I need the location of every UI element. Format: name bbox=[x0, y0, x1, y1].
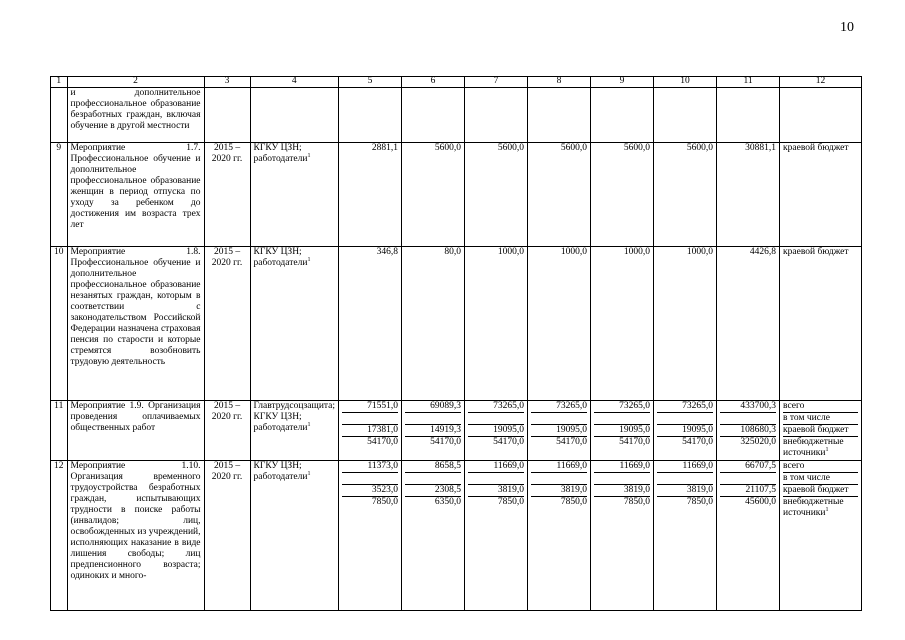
funding-value: 19095,0 bbox=[594, 425, 650, 437]
column-number-10: 10 bbox=[654, 77, 717, 88]
funding-source-line: всего bbox=[783, 461, 858, 473]
executor bbox=[250, 88, 339, 143]
funding-value: 21107,5 bbox=[720, 485, 776, 497]
column-number-8: 8 bbox=[528, 77, 591, 88]
table-row bbox=[51, 247, 862, 401]
funding-value bbox=[405, 413, 461, 425]
funding-value bbox=[720, 413, 776, 425]
funding-value bbox=[657, 473, 713, 485]
funding-value: 54170,0 bbox=[619, 437, 651, 447]
funding-value bbox=[342, 413, 398, 425]
funding-year-3: 1000,0 bbox=[465, 247, 528, 401]
funding-value: 45600,0 bbox=[745, 497, 777, 507]
funding-year-3 bbox=[465, 88, 528, 143]
funding-source-line: внебюджетные источники$^1$ bbox=[783, 497, 844, 518]
funding-value: 433700,3 bbox=[720, 401, 776, 413]
funding-value: 54170,0 bbox=[556, 437, 588, 447]
funding-year-6 bbox=[654, 401, 717, 461]
funding-value: 2308,5 bbox=[405, 485, 461, 497]
column-number-3: 3 bbox=[204, 77, 250, 88]
funding-year-2 bbox=[402, 401, 465, 461]
funding-value bbox=[468, 473, 524, 485]
executor: КГКУ ЦЗН; работодатели$^1$ bbox=[250, 247, 339, 401]
implementation-period: 2015 – 2020 гг. bbox=[204, 461, 250, 611]
funding-year-7: 30881,1 bbox=[717, 143, 780, 247]
row-number: 10 bbox=[51, 247, 68, 401]
implementation-period: 2015 – 2020 гг. bbox=[204, 401, 250, 461]
activity-description: Мероприятие 1.7. Профессиональное обучение и дополнительное профессиональное образование женщин в период отпуска по уходу за ребенком до достижения им возраста трех лет bbox=[67, 143, 204, 247]
funding-value: 54170,0 bbox=[367, 437, 399, 447]
funding-value: 3523,0 bbox=[342, 485, 398, 497]
funding-year-6: 1000,0 bbox=[654, 247, 717, 401]
funding-year-4: 5600,0 bbox=[528, 143, 591, 247]
funding-value: 7850,0 bbox=[497, 497, 525, 507]
column-number-12: 12 bbox=[780, 77, 862, 88]
funding-value bbox=[594, 413, 650, 425]
funding-value: 3819,0 bbox=[594, 485, 650, 497]
activity-description: и дополнительное профессиональное образование безработных граждан, включая обучение в другой местности bbox=[67, 88, 204, 143]
funding-year-1: 2881,1 bbox=[339, 143, 402, 247]
funding-value: 73265,0 bbox=[594, 401, 650, 413]
funding-value: 11373,0 bbox=[342, 461, 398, 473]
table-row bbox=[51, 143, 862, 247]
funding-value: 73265,0 bbox=[468, 401, 524, 413]
funding-source-line: краевой бюджет bbox=[783, 485, 858, 497]
funding-source: краевой бюджет bbox=[780, 143, 862, 247]
funding-year-1 bbox=[339, 88, 402, 143]
funding-value: 11669,0 bbox=[594, 461, 650, 473]
funding-value: 7850,0 bbox=[371, 497, 399, 507]
funding-value: 71551,0 bbox=[342, 401, 398, 413]
row-number: 12 bbox=[51, 461, 68, 611]
activity-description: Мероприятие 1.10. Организация временного трудоустройства безработных граждан, испытывающих трудности в поиске работы (инвалидов; лиц, освобожденных из учреждений, исполняющих наказание в виде лишения свободы; лиц предпенсионного возраста; одиноких и много- bbox=[67, 461, 204, 611]
column-number-11: 11 bbox=[717, 77, 780, 88]
implementation-period bbox=[204, 88, 250, 143]
funding-value: 19095,0 bbox=[657, 425, 713, 437]
funding-value: 17381,0 bbox=[342, 425, 398, 437]
funding-year-2 bbox=[402, 461, 465, 611]
funding-value: 3819,0 bbox=[657, 485, 713, 497]
column-number-7: 7 bbox=[465, 77, 528, 88]
funding-value: 6350,0 bbox=[434, 497, 462, 507]
column-number-1: 1 bbox=[51, 77, 68, 88]
funding-value bbox=[405, 473, 461, 485]
column-number-4: 4 bbox=[250, 77, 339, 88]
funding-value: 54170,0 bbox=[682, 437, 714, 447]
executor: КГКУ ЦЗН; работодатели$^1$ bbox=[250, 461, 339, 611]
funding-value: 7850,0 bbox=[560, 497, 588, 507]
table-row bbox=[51, 461, 862, 611]
funding-source bbox=[780, 461, 862, 611]
funding-year-6: 5600,0 bbox=[654, 143, 717, 247]
funding-year-2: 80,0 bbox=[402, 247, 465, 401]
funding-value bbox=[720, 473, 776, 485]
funding-value: 73265,0 bbox=[531, 401, 587, 413]
footnote-marker: 1 bbox=[307, 256, 311, 263]
row-number: 11 bbox=[51, 401, 68, 461]
footnote-marker: 1 bbox=[307, 152, 311, 159]
column-number-2: 2 bbox=[67, 77, 204, 88]
funding-value: 69089,3 bbox=[405, 401, 461, 413]
funding-year-7 bbox=[717, 461, 780, 611]
funding-value: 108680,3 bbox=[720, 425, 776, 437]
funding-value bbox=[531, 413, 587, 425]
funding-value: 3819,0 bbox=[531, 485, 587, 497]
funding-year-3 bbox=[465, 401, 528, 461]
row-number bbox=[51, 88, 68, 143]
funding-year-7 bbox=[717, 88, 780, 143]
footnote-marker: 1 bbox=[825, 446, 829, 453]
funding-source bbox=[780, 401, 862, 461]
funding-year-7 bbox=[717, 401, 780, 461]
funding-year-5: 5600,0 bbox=[591, 143, 654, 247]
funding-value bbox=[468, 413, 524, 425]
funding-value: 8658,5 bbox=[405, 461, 461, 473]
funding-value: 14919,3 bbox=[405, 425, 461, 437]
column-number-5: 5 bbox=[339, 77, 402, 88]
implementation-period: 2015 – 2020 гг. bbox=[204, 143, 250, 247]
funding-year-5 bbox=[591, 88, 654, 143]
funding-source-line: в том числе bbox=[783, 473, 858, 485]
funding-source-line: внебюджетные источники$^1$ bbox=[783, 437, 844, 458]
funding-value: 7850,0 bbox=[623, 497, 651, 507]
column-number-6: 6 bbox=[402, 77, 465, 88]
funding-year-5 bbox=[591, 401, 654, 461]
funding-value: 11669,0 bbox=[531, 461, 587, 473]
funding-value: 19095,0 bbox=[468, 425, 524, 437]
footnote-marker: 1 bbox=[825, 506, 829, 513]
funding-year-7: 4426,8 bbox=[717, 247, 780, 401]
funding-value: 325020,0 bbox=[740, 437, 777, 447]
funding-year-3: 5600,0 bbox=[465, 143, 528, 247]
funding-year-4 bbox=[528, 401, 591, 461]
funding-source: краевой бюджет bbox=[780, 247, 862, 401]
column-number-9: 9 bbox=[591, 77, 654, 88]
row-number: 9 bbox=[51, 143, 68, 247]
footnote-marker: 1 bbox=[307, 470, 311, 477]
funding-year-2 bbox=[402, 88, 465, 143]
funding-year-4 bbox=[528, 461, 591, 611]
funding-year-2: 5600,0 bbox=[402, 143, 465, 247]
funding-value: 54170,0 bbox=[493, 437, 525, 447]
funding-value: 7850,0 bbox=[686, 497, 714, 507]
executor: Главтрудсоцзащита; КГКУ ЦЗН; работодатели$^1$ bbox=[250, 401, 339, 461]
funding-year-4: 1000,0 bbox=[528, 247, 591, 401]
implementation-period: 2015 – 2020 гг. bbox=[204, 247, 250, 401]
funding-value bbox=[594, 473, 650, 485]
funding-year-6 bbox=[654, 461, 717, 611]
table-row bbox=[51, 401, 862, 461]
footnote-marker: 1 bbox=[307, 421, 311, 428]
header-row bbox=[51, 77, 862, 88]
funding-value bbox=[531, 473, 587, 485]
funding-value: 54170,0 bbox=[430, 437, 462, 447]
executor: КГКУ ЦЗН; работодатели$^1$ bbox=[250, 143, 339, 247]
funding-value bbox=[657, 413, 713, 425]
funding-year-1: 346,8 bbox=[339, 247, 402, 401]
program-activities-table bbox=[50, 76, 862, 611]
funding-value bbox=[342, 473, 398, 485]
funding-source bbox=[780, 88, 862, 143]
funding-value: 11669,0 bbox=[657, 461, 713, 473]
page-number: 10 bbox=[840, 20, 854, 35]
funding-year-4 bbox=[528, 88, 591, 143]
funding-value: 3819,0 bbox=[468, 485, 524, 497]
funding-source-line: всего bbox=[783, 401, 858, 413]
funding-source-line: краевой бюджет bbox=[783, 425, 858, 437]
funding-source-line: в том числе bbox=[783, 413, 858, 425]
funding-year-5 bbox=[591, 461, 654, 611]
funding-year-1 bbox=[339, 401, 402, 461]
funding-value: 19095,0 bbox=[531, 425, 587, 437]
funding-year-1 bbox=[339, 461, 402, 611]
activity-description: Мероприятие 1.9. Организация проведения оплачиваемых общественных работ bbox=[67, 401, 204, 461]
funding-value: 73265,0 bbox=[657, 401, 713, 413]
table-row bbox=[51, 88, 862, 143]
activity-description: Мероприятие 1.8. Профессиональное обучение и дополнительное профессиональное образование незанятых граждан, которым в соответствии с законодательством Российской Федерации назначена страховая пенсия по старости и которые стремятся возобновить трудовую деятельность bbox=[67, 247, 204, 401]
funding-value: 11669,0 bbox=[468, 461, 524, 473]
funding-value: 66707,5 bbox=[720, 461, 776, 473]
funding-year-6 bbox=[654, 88, 717, 143]
funding-year-5: 1000,0 bbox=[591, 247, 654, 401]
funding-year-3 bbox=[465, 461, 528, 611]
